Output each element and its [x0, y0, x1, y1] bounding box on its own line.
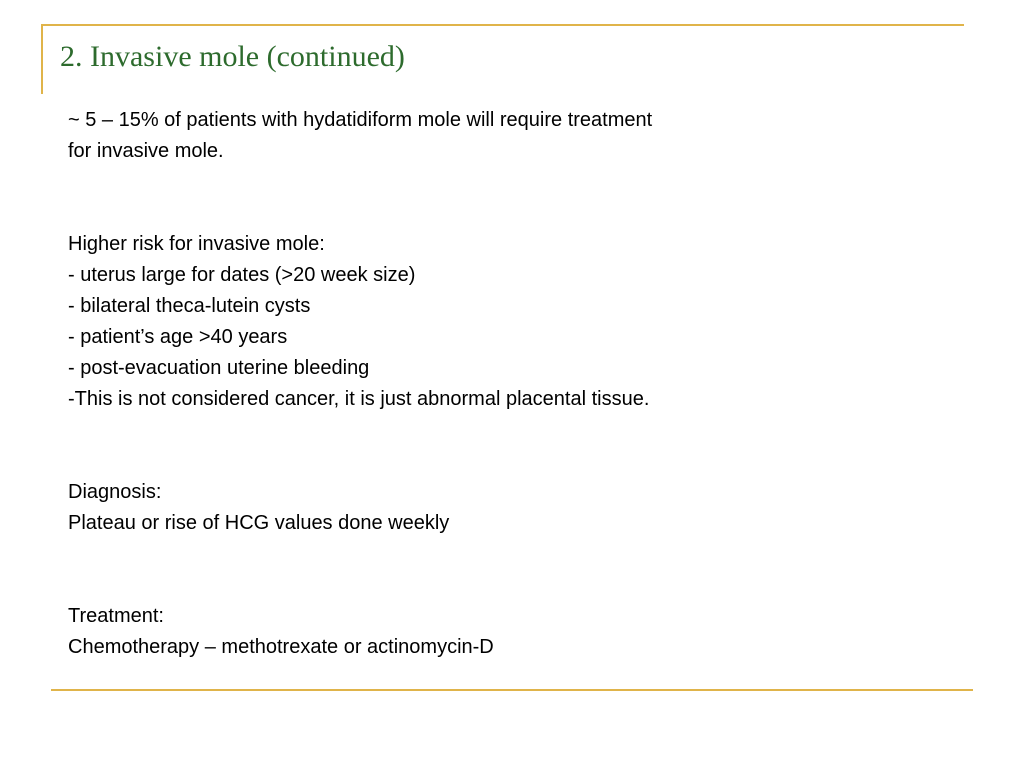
- slide-title: 2. Invasive mole (continued): [60, 40, 405, 73]
- treatment-section: [68, 601, 948, 663]
- treatment-text: Chemotherapy – methotrexate or actinomycin-D: [68, 636, 494, 658]
- spacer: [68, 415, 948, 477]
- risk-item: - bilateral theca-lutein cysts: [68, 295, 311, 317]
- diagnosis-section: [68, 477, 948, 539]
- bottom-divider-line: [51, 689, 973, 691]
- intro-line-2: for invasive mole.: [68, 140, 224, 162]
- top-divider-line: [41, 24, 964, 26]
- spacer: [68, 167, 948, 229]
- risk-item: - post-evacuation uterine bleeding: [68, 357, 370, 379]
- diagnosis-heading: Diagnosis:: [68, 481, 162, 503]
- intro-line-1: ~ 5 – 15% of patients with hydatidiform mole will require treatment: [68, 109, 653, 131]
- treatment-heading: Treatment:: [68, 605, 164, 627]
- spacer: [68, 539, 948, 601]
- intro-paragraph: [68, 105, 948, 167]
- risk-heading: Higher risk for invasive mole:: [68, 233, 325, 255]
- risk-note: -This is not considered cancer, it is just abnormal placental tissue.: [68, 388, 650, 410]
- left-accent-line: [41, 24, 43, 94]
- risk-item: - patient’s age >40 years: [68, 326, 288, 348]
- risk-item: - uterus large for dates (>20 week size): [68, 264, 416, 286]
- diagnosis-text: Plateau or rise of HCG values done weekly: [68, 512, 450, 534]
- slide-body: [68, 105, 948, 663]
- risk-section: [68, 229, 948, 415]
